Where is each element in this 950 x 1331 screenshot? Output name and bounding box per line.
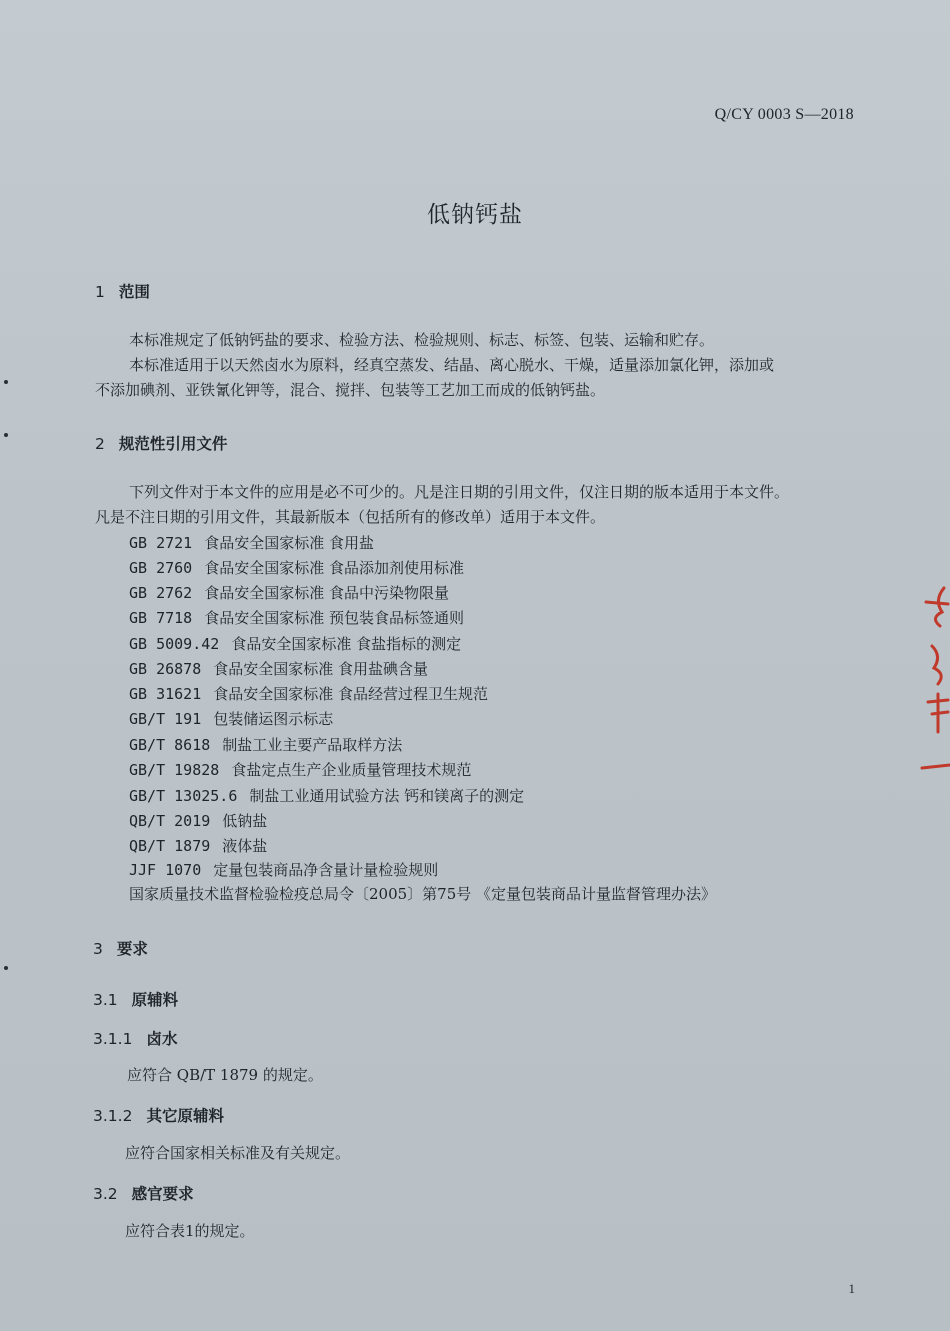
scope-paragraph-2-line-2: 不添加碘剂、亚铁氰化钾等，混合、搅拌、包装等工艺加工而成的低钠钙盐。: [95, 381, 606, 399]
reference-code: GB/T 13025.6: [129, 787, 238, 805]
reference-code: QB/T 2019: [129, 812, 211, 830]
section-title: 范围: [118, 283, 150, 301]
reference-code: GB/T 8618: [129, 736, 211, 754]
reference-item: [129, 859, 438, 880]
reference-title: 食品安全国家标准 食用盐: [204, 534, 374, 552]
reference-item: [129, 633, 461, 654]
section-number: 3.1.1: [93, 1030, 133, 1048]
reference-code: GB 2762: [129, 584, 193, 602]
reference-code: GB 26878: [129, 660, 202, 678]
reference-code: GB 2721: [129, 534, 193, 552]
reference-title: 食品安全国家标准 食盐指标的测定: [231, 635, 462, 653]
reference-title: 液体盐: [222, 837, 268, 855]
section-number: 3: [93, 940, 103, 958]
reference-title: 食品安全国家标准 食品中污染物限量: [204, 584, 449, 602]
section-3-1-heading: [93, 988, 178, 1010]
section-3-1-1-heading: [93, 1027, 177, 1049]
reference-code: GB/T 19828: [129, 761, 220, 779]
reference-item: [129, 532, 374, 553]
seal-stamp-fragment: [920, 582, 950, 778]
scan-speck: [4, 966, 8, 970]
reference-title: 食盐定点生产企业质量管理技术规范: [231, 761, 472, 779]
reference-title: 国家质量技术监督检验检疫总局令〔2005〕第75号 《定量包装商品计量监督管理办法》: [129, 885, 717, 903]
reference-item: [129, 658, 428, 679]
section-number: 1: [95, 283, 105, 301]
scope-paragraph-2-line-1: 本标准适用于以天然卤水为原料，经真空蒸发、结晶、离心脱水、干燥，适量添加氯化钾，添加或: [129, 356, 775, 374]
reference-title: 制盐工业通用试验方法 钙和镁离子的测定: [249, 787, 525, 805]
reference-title: 食品安全国家标准 食用盐碘含量: [213, 660, 429, 678]
reference-title: 定量包装商品净含量计量检验规则: [213, 861, 439, 879]
reference-code: JJF 1070: [129, 861, 202, 879]
reference-code: QB/T 1879: [129, 837, 211, 855]
section-2-heading: [95, 432, 227, 454]
section-title: 要求: [116, 940, 148, 958]
references-intro-line-2: 凡是不注日期的引用文件，其最新版本（包括所有的修改单）适用于本文件。: [95, 508, 606, 526]
reference-title: 包装储运图示标志: [213, 710, 334, 728]
references-intro-line-1: 下列文件对于本文件的应用是必不可少的。凡是注日期的引用文件，仅注日期的版本适用于本文件。: [129, 483, 790, 501]
reference-item: [129, 607, 464, 628]
reference-code: GB 7718: [129, 609, 193, 627]
section-3-1-2-text: 应符合国家相关标准及有关规定。: [125, 1144, 351, 1162]
reference-item: [129, 557, 464, 578]
scope-paragraph-1: 本标准规定了低钠钙盐的要求、检验方法、检验规则、标志、标签、包装、运输和贮存。: [129, 331, 715, 349]
reference-code: GB 2760: [129, 559, 193, 577]
section-title: 其它原辅料: [146, 1107, 224, 1125]
reference-title: 食品安全国家标准 食品经营过程卫生规范: [213, 685, 489, 703]
reference-item: [129, 759, 471, 780]
reference-item: [129, 734, 402, 755]
section-3-1-2-heading: [93, 1104, 224, 1126]
reference-item: [129, 708, 333, 729]
section-title: 规范性引用文件: [118, 435, 228, 453]
section-title: 卤水: [146, 1030, 178, 1048]
section-number: 2: [95, 435, 105, 453]
reference-title: 制盐工业主要产品取样方法: [222, 736, 403, 754]
page-title: 低钠钙盐: [427, 202, 523, 228]
section-number: 3.2: [93, 1185, 118, 1203]
scan-speck: [4, 433, 8, 437]
section-3-1-1-text: 应符合 QB/T 1879 的规定。: [127, 1066, 323, 1084]
section-title: 原辅料: [131, 991, 179, 1009]
reference-title: 食品安全国家标准 预包装食品标签通则: [204, 609, 464, 627]
section-3-heading: [93, 937, 148, 959]
reference-item: [129, 883, 716, 904]
reference-item: [129, 810, 267, 831]
document-id: Q/CY 0003 S—2018: [714, 106, 854, 123]
reference-title: 低钠盐: [222, 812, 268, 830]
page-number: 1: [848, 1281, 855, 1296]
section-1-heading: [95, 280, 150, 302]
section-3-2-text: 应符合表1的规定。: [125, 1222, 255, 1240]
section-3-2-heading: [93, 1182, 194, 1204]
section-number: 3.1: [93, 991, 118, 1009]
reference-code: GB 31621: [129, 685, 202, 703]
reference-code: GB/T 191: [129, 710, 202, 728]
reference-item: [129, 683, 488, 704]
section-title: 感官要求: [131, 1185, 194, 1203]
section-number: 3.1.2: [93, 1107, 133, 1125]
reference-code: GB 5009.42: [129, 635, 220, 653]
scan-speck: [4, 380, 8, 384]
reference-item: [129, 785, 524, 806]
reference-item: [129, 582, 449, 603]
reference-item: [129, 835, 267, 856]
reference-title: 食品安全国家标准 食品添加剂使用标准: [204, 559, 464, 577]
